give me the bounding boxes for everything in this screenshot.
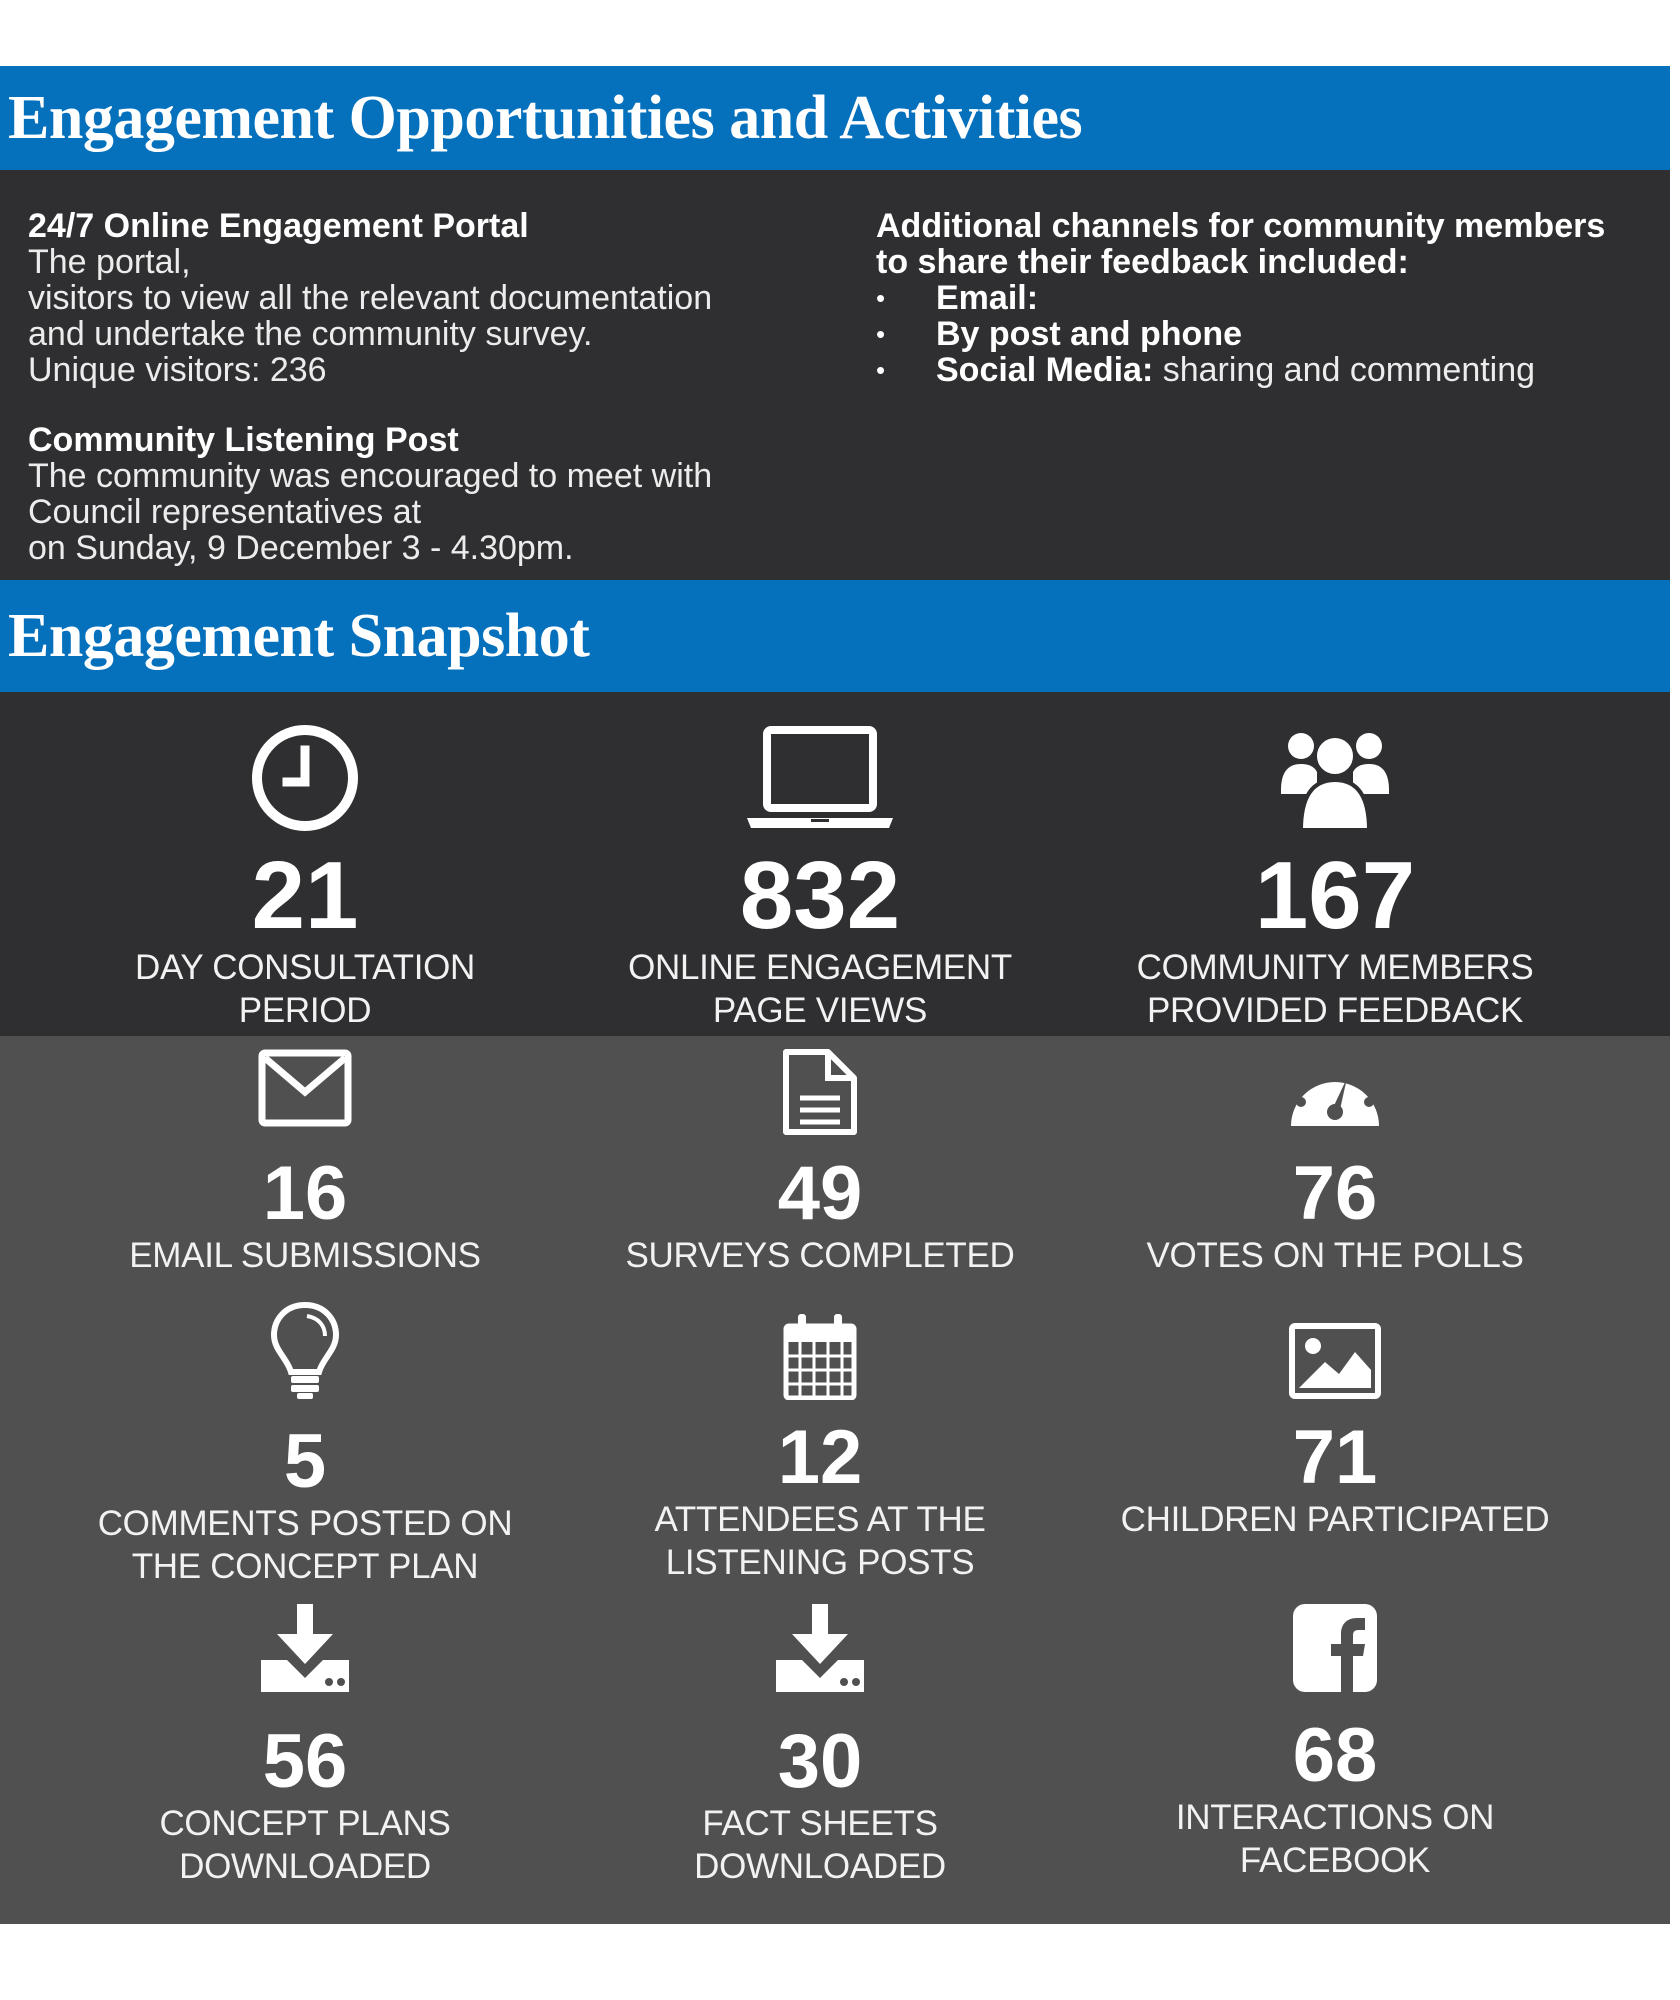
stat-facebook-interactions [1085, 1602, 1585, 1882]
stat-label-line-1: COMMENTS POSTED ON [97, 1504, 513, 1543]
channel-item-social-media: • Social Media: sharing and commenting [876, 352, 1666, 388]
channel-item-post-phone: • By post and phone [876, 316, 1666, 352]
stat-label-line-1: FACT SHEETS [702, 1804, 938, 1843]
opportunities-left-column [28, 208, 828, 566]
stat-email-submissions [55, 1048, 555, 1277]
opportunities-panel [0, 170, 1670, 580]
portal-title: 24/7 Online Engagement Portal [28, 207, 529, 245]
listening-post-line-2: Council representatives at [28, 493, 422, 531]
download-icon [772, 1602, 868, 1694]
stat-community-feedback [1085, 722, 1585, 1032]
stat-label-line-1: ATTENDEES AT THE [654, 1500, 986, 1539]
stat-label-line-2: DOWNLOADED [694, 1847, 946, 1886]
download-icon [257, 1602, 353, 1694]
stat-consultation-days [55, 722, 555, 1032]
laptop-icon [743, 722, 897, 834]
stat-value: 71 [1292, 1415, 1378, 1500]
portal-line-2: visitors to view all the relevant documentation [28, 279, 713, 317]
opportunities-heading-text: Engagement Opportunities and Activities [8, 83, 1083, 152]
stat-label-line-2: LISTENING POSTS [665, 1543, 975, 1582]
stat-label-line-1: CONCEPT PLANS [159, 1804, 451, 1843]
stat-value: 49 [777, 1151, 863, 1236]
listening-post-line-1: The community was encouraged to meet with [28, 457, 713, 495]
portal-line-1: The portal, [28, 243, 191, 281]
listening-post-title: Community Listening Post [28, 421, 459, 459]
listening-post-line-3: on Sunday, 9 December 3 - 4.30pm. [28, 529, 574, 567]
snapshot-heading-text: Engagement Snapshot [8, 601, 590, 670]
snapshot-heading [0, 580, 1670, 692]
stat-label-line-2: PERIOD [238, 991, 372, 1030]
stat-value: 30 [777, 1719, 863, 1804]
stat-value: 16 [262, 1151, 348, 1236]
lightbulb-icon [269, 1300, 341, 1400]
stat-label-line-2: PROVIDED FEEDBACK [1146, 991, 1524, 1030]
stat-label-line-1: ONLINE ENGAGEMENT [628, 948, 1012, 987]
gauge-icon [1287, 1048, 1383, 1132]
facebook-icon [1291, 1602, 1379, 1694]
stat-value: 21 [251, 842, 359, 949]
stat-page-views [570, 722, 1070, 1032]
document-icon [780, 1048, 860, 1136]
stat-value: 832 [739, 842, 901, 949]
channels-intro-line-1: Additional channels for community members [876, 207, 1606, 245]
clock-icon [249, 722, 361, 834]
channel-item-email: • Email: [876, 280, 1666, 316]
portal-unique-visitors: Unique visitors: 236 [28, 351, 327, 389]
stat-fact-sheets-downloaded [570, 1602, 1070, 1888]
stat-label-line-1: DAY CONSULTATION [134, 948, 476, 987]
channels-intro-line-2: to share their feedback included: [876, 243, 1409, 281]
stat-value: 76 [1292, 1151, 1378, 1236]
channels-list [876, 280, 1666, 388]
portal-line-3: and undertake the community survey. [28, 315, 593, 353]
opportunities-heading [0, 66, 1670, 170]
stat-label-line-1: VOTES ON THE POLLS [1146, 1236, 1524, 1275]
stat-surveys-completed [570, 1048, 1070, 1277]
opportunities-right-column [876, 208, 1666, 388]
stat-listening-post-attendees [570, 1300, 1070, 1584]
picture-icon [1287, 1300, 1383, 1400]
stat-label-line-1: CHILDREN PARTICIPATED [1120, 1500, 1550, 1539]
stat-label-line-2: THE CONCEPT PLAN [131, 1547, 479, 1586]
stat-label-line-1: INTERACTIONS ON [1175, 1798, 1495, 1837]
stat-concept-plans-downloaded [55, 1602, 555, 1888]
stat-value: 167 [1254, 842, 1416, 949]
envelope-icon [257, 1048, 353, 1128]
people-group-icon [1279, 722, 1391, 834]
stat-value: 56 [262, 1719, 348, 1804]
stat-poll-votes [1085, 1048, 1585, 1277]
stat-label-line-1: SURVEYS COMPLETED [625, 1236, 1015, 1275]
stat-value: 68 [1292, 1713, 1378, 1798]
stat-value: 5 [283, 1419, 327, 1504]
stat-label-line-2: PAGE VIEWS [712, 991, 928, 1030]
stat-label-line-1: COMMUNITY MEMBERS [1136, 948, 1534, 987]
stat-label-line-2: FACEBOOK [1239, 1841, 1431, 1880]
stat-concept-plan-comments [55, 1300, 555, 1588]
stat-label-line-1: EMAIL SUBMISSIONS [129, 1236, 481, 1275]
calendar-icon [780, 1300, 860, 1400]
stat-value: 12 [777, 1415, 863, 1500]
stat-label-line-2: DOWNLOADED [179, 1847, 431, 1886]
stat-children-participated [1085, 1300, 1585, 1541]
